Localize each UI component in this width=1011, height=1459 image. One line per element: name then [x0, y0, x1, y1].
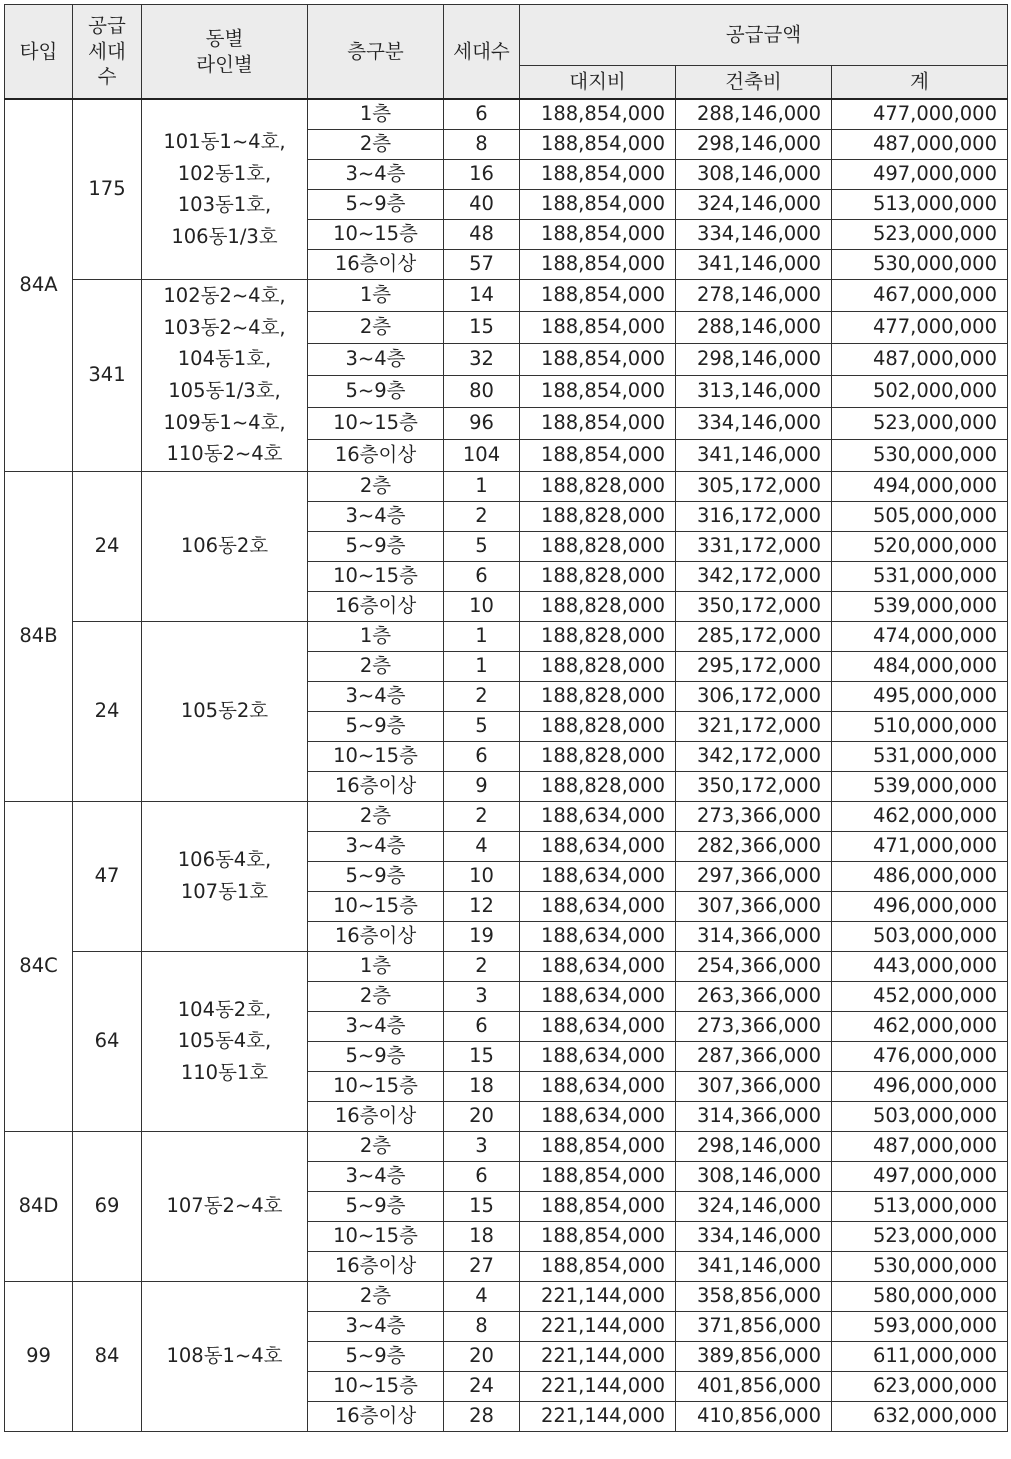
- land-cost-cell: 188,828,000: [520, 531, 676, 561]
- building-cost-cell: 341,146,000: [676, 1251, 832, 1281]
- households-cell: 20: [444, 1101, 520, 1131]
- land-cost-cell: 221,144,000: [520, 1341, 676, 1371]
- table-row: [5, 1131, 1008, 1161]
- building-line-cell: [142, 1281, 308, 1431]
- households-cell: 1: [444, 621, 520, 651]
- total-cell: 503,000,000: [832, 1101, 1008, 1131]
- floor-cell: 5~9층: [308, 861, 444, 891]
- header-supply-units-line: 수: [97, 65, 117, 89]
- building-cost-cell: 341,146,000: [676, 439, 832, 471]
- total-cell: 467,000,000: [832, 279, 1008, 311]
- land-cost-cell: 188,634,000: [520, 1041, 676, 1071]
- building-cost-cell: 334,146,000: [676, 407, 832, 439]
- floor-cell: 5~9층: [308, 1041, 444, 1071]
- land-cost-cell: 188,854,000: [520, 1161, 676, 1191]
- total-cell: 523,000,000: [832, 219, 1008, 249]
- land-cost-cell: 221,144,000: [520, 1311, 676, 1341]
- land-cost-cell: 188,854,000: [520, 219, 676, 249]
- land-cost-cell: 188,854,000: [520, 407, 676, 439]
- land-cost-cell: 188,854,000: [520, 279, 676, 311]
- floor-cell: 2층: [308, 651, 444, 681]
- floor-cell: 2층: [308, 1131, 444, 1161]
- total-cell: 523,000,000: [832, 1221, 1008, 1251]
- type-cell: 99: [5, 1281, 73, 1431]
- floor-cell: 3~4층: [308, 501, 444, 531]
- households-cell: 4: [444, 831, 520, 861]
- total-cell: 486,000,000: [832, 861, 1008, 891]
- land-cost-cell: 188,634,000: [520, 1101, 676, 1131]
- supply-units-cell: 64: [73, 951, 142, 1131]
- households-cell: 20: [444, 1341, 520, 1371]
- header-building-line-line: 라인별: [196, 52, 253, 76]
- land-cost-cell: 221,144,000: [520, 1401, 676, 1431]
- building-line-text: 105동4호,: [177, 1029, 272, 1053]
- building-cost-cell: 350,172,000: [676, 771, 832, 801]
- total-cell: 513,000,000: [832, 189, 1008, 219]
- building-line-text: 108동1~4호: [166, 1344, 283, 1368]
- floor-cell: 16층이상: [308, 439, 444, 471]
- building-cost-cell: 358,856,000: [676, 1281, 832, 1311]
- header-supply-units-line: 공급: [88, 14, 126, 38]
- type-cell: 84A: [5, 99, 73, 471]
- households-cell: 15: [444, 311, 520, 343]
- total-cell: 496,000,000: [832, 1071, 1008, 1101]
- land-cost-cell: 188,854,000: [520, 375, 676, 407]
- supply-units-cell: 175: [73, 99, 142, 279]
- building-cost-cell: 401,856,000: [676, 1371, 832, 1401]
- total-cell: 513,000,000: [832, 1191, 1008, 1221]
- table-row: [5, 951, 1008, 981]
- total-cell: 495,000,000: [832, 681, 1008, 711]
- building-line-text: 102동1호,: [177, 161, 272, 185]
- building-line-text: 106동2호: [180, 534, 269, 558]
- building-line-text: 105동1/3호,: [168, 379, 281, 402]
- total-cell: 520,000,000: [832, 531, 1008, 561]
- land-cost-cell: 188,828,000: [520, 681, 676, 711]
- table-row: [5, 621, 1008, 651]
- land-cost-cell: 188,634,000: [520, 801, 676, 831]
- building-line-cell: [142, 279, 308, 471]
- households-cell: 2: [444, 951, 520, 981]
- building-line-text: 101동1~4호,: [163, 130, 286, 154]
- building-line-text: 107동1호: [180, 880, 269, 903]
- floor-cell: 2층: [308, 129, 444, 159]
- land-cost-cell: 188,854,000: [520, 189, 676, 219]
- total-cell: 611,000,000: [832, 1341, 1008, 1371]
- floor-cell: 2층: [308, 311, 444, 343]
- header-supply-amount: 공급금액: [520, 5, 1008, 66]
- building-cost-cell: 314,366,000: [676, 921, 832, 951]
- total-cell: 477,000,000: [832, 311, 1008, 343]
- building-cost-cell: 263,366,000: [676, 981, 832, 1011]
- households-cell: 48: [444, 219, 520, 249]
- households-cell: 18: [444, 1221, 520, 1251]
- supply-units-cell: 24: [73, 621, 142, 801]
- supply-price-table: [4, 4, 1008, 1432]
- building-cost-cell: 316,172,000: [676, 501, 832, 531]
- households-cell: 2: [444, 801, 520, 831]
- households-cell: 15: [444, 1041, 520, 1071]
- floor-cell: 5~9층: [308, 375, 444, 407]
- land-cost-cell: 188,634,000: [520, 921, 676, 951]
- header-households: 세대수: [444, 5, 520, 100]
- building-line-cell: [142, 99, 308, 279]
- households-cell: 28: [444, 1401, 520, 1431]
- land-cost-cell: 188,828,000: [520, 591, 676, 621]
- floor-cell: 10~15층: [308, 1221, 444, 1251]
- building-cost-cell: 342,172,000: [676, 741, 832, 771]
- building-cost-cell: 282,366,000: [676, 831, 832, 861]
- households-cell: 32: [444, 343, 520, 375]
- floor-cell: 10~15층: [308, 891, 444, 921]
- building-line-text: 106동4호,: [177, 848, 272, 872]
- total-cell: 539,000,000: [832, 771, 1008, 801]
- floor-cell: 16층이상: [308, 1251, 444, 1281]
- households-cell: 2: [444, 501, 520, 531]
- header-building-line-line: 동별: [205, 27, 244, 51]
- land-cost-cell: 188,828,000: [520, 621, 676, 651]
- households-cell: 96: [444, 407, 520, 439]
- floor-cell: 10~15층: [308, 741, 444, 771]
- building-cost-cell: 308,146,000: [676, 1161, 832, 1191]
- land-cost-cell: 188,828,000: [520, 651, 676, 681]
- supply-units-cell: 24: [73, 471, 142, 621]
- table-row: [5, 1281, 1008, 1311]
- building-cost-cell: 324,146,000: [676, 189, 832, 219]
- floor-cell: 3~4층: [308, 681, 444, 711]
- building-cost-cell: 305,172,000: [676, 471, 832, 501]
- floor-cell: 3~4층: [308, 159, 444, 189]
- building-cost-cell: 295,172,000: [676, 651, 832, 681]
- land-cost-cell: 188,634,000: [520, 1071, 676, 1101]
- land-cost-cell: 188,634,000: [520, 891, 676, 921]
- building-cost-cell: 307,366,000: [676, 891, 832, 921]
- total-cell: 487,000,000: [832, 129, 1008, 159]
- header-type: 타입: [5, 5, 73, 100]
- total-cell: 494,000,000: [832, 471, 1008, 501]
- building-line-text: 105동2호: [180, 699, 269, 723]
- households-cell: 19: [444, 921, 520, 951]
- land-cost-cell: 188,854,000: [520, 1221, 676, 1251]
- land-cost-cell: 188,854,000: [520, 1131, 676, 1161]
- floor-cell: 2층: [308, 801, 444, 831]
- supply-units-cell: 341: [73, 279, 142, 471]
- floor-cell: 10~15층: [308, 1371, 444, 1401]
- households-cell: 5: [444, 711, 520, 741]
- total-cell: 462,000,000: [832, 1011, 1008, 1041]
- households-cell: 8: [444, 1311, 520, 1341]
- building-line-text: 110동1호: [180, 1060, 269, 1084]
- total-cell: 523,000,000: [832, 407, 1008, 439]
- total-cell: 487,000,000: [832, 1131, 1008, 1161]
- total-cell: 474,000,000: [832, 621, 1008, 651]
- floor-cell: 16층이상: [308, 921, 444, 951]
- total-cell: 632,000,000: [832, 1401, 1008, 1431]
- floor-cell: 3~4층: [308, 1161, 444, 1191]
- land-cost-cell: 188,854,000: [520, 249, 676, 279]
- households-cell: 3: [444, 981, 520, 1011]
- total-cell: 477,000,000: [832, 99, 1008, 129]
- total-cell: 580,000,000: [832, 1281, 1008, 1311]
- households-cell: 5: [444, 531, 520, 561]
- households-cell: 1: [444, 651, 520, 681]
- households-cell: 40: [444, 189, 520, 219]
- total-cell: 497,000,000: [832, 159, 1008, 189]
- total-cell: 593,000,000: [832, 1311, 1008, 1341]
- building-cost-cell: 273,366,000: [676, 801, 832, 831]
- land-cost-cell: 188,828,000: [520, 561, 676, 591]
- households-cell: 10: [444, 861, 520, 891]
- land-cost-cell: 188,854,000: [520, 311, 676, 343]
- total-cell: 497,000,000: [832, 1161, 1008, 1191]
- land-cost-cell: 188,854,000: [520, 439, 676, 471]
- households-cell: 14: [444, 279, 520, 311]
- land-cost-cell: 188,828,000: [520, 471, 676, 501]
- type-cell: 84D: [5, 1131, 73, 1281]
- floor-cell: 10~15층: [308, 561, 444, 591]
- floor-cell: 1층: [308, 279, 444, 311]
- households-cell: 6: [444, 99, 520, 129]
- building-cost-cell: 287,366,000: [676, 1041, 832, 1071]
- building-cost-cell: 334,146,000: [676, 1221, 832, 1251]
- building-cost-cell: 298,146,000: [676, 1131, 832, 1161]
- total-cell: 487,000,000: [832, 343, 1008, 375]
- households-cell: 6: [444, 561, 520, 591]
- households-cell: 2: [444, 681, 520, 711]
- households-cell: 4: [444, 1281, 520, 1311]
- type-cell: 84C: [5, 801, 73, 1131]
- building-line-text: 104동1호,: [177, 347, 272, 371]
- floor-cell: 3~4층: [308, 343, 444, 375]
- floor-cell: 5~9층: [308, 531, 444, 561]
- building-cost-cell: 288,146,000: [676, 311, 832, 343]
- floor-cell: 3~4층: [308, 831, 444, 861]
- floor-cell: 16층이상: [308, 1401, 444, 1431]
- building-line-text: 104동2호,: [177, 997, 272, 1021]
- floor-cell: 2층: [308, 471, 444, 501]
- total-cell: 530,000,000: [832, 439, 1008, 471]
- building-cost-cell: 342,172,000: [676, 561, 832, 591]
- land-cost-cell: 188,634,000: [520, 981, 676, 1011]
- table-header: [5, 5, 1008, 100]
- floor-cell: 16층이상: [308, 249, 444, 279]
- land-cost-cell: 188,854,000: [520, 129, 676, 159]
- total-cell: 502,000,000: [832, 375, 1008, 407]
- households-cell: 10: [444, 591, 520, 621]
- building-cost-cell: 273,366,000: [676, 1011, 832, 1041]
- building-cost-cell: 331,172,000: [676, 531, 832, 561]
- building-line-cell: [142, 1131, 308, 1281]
- households-cell: 16: [444, 159, 520, 189]
- total-cell: 462,000,000: [832, 801, 1008, 831]
- households-cell: 3: [444, 1131, 520, 1161]
- building-cost-cell: 410,856,000: [676, 1401, 832, 1431]
- households-cell: 12: [444, 891, 520, 921]
- households-cell: 57: [444, 249, 520, 279]
- type-cell: 84B: [5, 471, 73, 801]
- building-cost-cell: 288,146,000: [676, 99, 832, 129]
- building-cost-cell: 321,172,000: [676, 711, 832, 741]
- building-line-text: 103동2~4호,: [163, 315, 286, 339]
- land-cost-cell: 188,854,000: [520, 343, 676, 375]
- total-cell: 471,000,000: [832, 831, 1008, 861]
- floor-cell: 5~9층: [308, 1191, 444, 1221]
- total-cell: 505,000,000: [832, 501, 1008, 531]
- land-cost-cell: 188,828,000: [520, 741, 676, 771]
- floor-cell: 16층이상: [308, 1101, 444, 1131]
- land-cost-cell: 188,854,000: [520, 1251, 676, 1281]
- building-cost-cell: 308,146,000: [676, 159, 832, 189]
- header-supply-units-line: 세대: [88, 39, 126, 63]
- total-cell: 531,000,000: [832, 741, 1008, 771]
- building-cost-cell: 389,856,000: [676, 1341, 832, 1371]
- header-total: 계: [832, 66, 1008, 100]
- building-cost-cell: 297,366,000: [676, 861, 832, 891]
- supply-units-cell: 69: [73, 1131, 142, 1281]
- building-cost-cell: 313,146,000: [676, 375, 832, 407]
- total-cell: 530,000,000: [832, 249, 1008, 279]
- floor-cell: 10~15층: [308, 219, 444, 249]
- building-cost-cell: 314,366,000: [676, 1101, 832, 1131]
- building-line-text: 110동2~4호: [166, 442, 283, 466]
- building-line-cell: [142, 801, 308, 951]
- document: [4, 4, 1007, 1432]
- building-cost-cell: 298,146,000: [676, 129, 832, 159]
- households-cell: 27: [444, 1251, 520, 1281]
- building-cost-cell: 371,856,000: [676, 1311, 832, 1341]
- floor-cell: 10~15층: [308, 407, 444, 439]
- total-cell: 452,000,000: [832, 981, 1008, 1011]
- land-cost-cell: 188,634,000: [520, 861, 676, 891]
- total-cell: 443,000,000: [832, 951, 1008, 981]
- table-row: [5, 99, 1008, 129]
- households-cell: 9: [444, 771, 520, 801]
- households-cell: 1: [444, 471, 520, 501]
- total-cell: 510,000,000: [832, 711, 1008, 741]
- building-cost-cell: 350,172,000: [676, 591, 832, 621]
- building-line-cell: [142, 621, 308, 801]
- total-cell: 623,000,000: [832, 1371, 1008, 1401]
- households-cell: 6: [444, 1011, 520, 1041]
- floor-cell: 3~4층: [308, 1011, 444, 1041]
- land-cost-cell: 221,144,000: [520, 1281, 676, 1311]
- building-line-text: 107동2~4호: [166, 1194, 283, 1218]
- building-cost-cell: 278,146,000: [676, 279, 832, 311]
- land-cost-cell: 188,828,000: [520, 501, 676, 531]
- building-line-text: 106동1/3호: [171, 224, 278, 248]
- households-cell: 18: [444, 1071, 520, 1101]
- building-cost-cell: 306,172,000: [676, 681, 832, 711]
- total-cell: 496,000,000: [832, 891, 1008, 921]
- land-cost-cell: 188,634,000: [520, 951, 676, 981]
- building-cost-cell: 285,172,000: [676, 621, 832, 651]
- supply-units-cell: 47: [73, 801, 142, 951]
- floor-cell: 2층: [308, 1281, 444, 1311]
- building-line-cell: [142, 951, 308, 1131]
- total-cell: 484,000,000: [832, 651, 1008, 681]
- floor-cell: 16층이상: [308, 591, 444, 621]
- floor-cell: 1층: [308, 99, 444, 129]
- header-floor-group: 층구분: [308, 5, 444, 100]
- building-cost-cell: 254,366,000: [676, 951, 832, 981]
- floor-cell: 1층: [308, 951, 444, 981]
- building-cost-cell: 324,146,000: [676, 1191, 832, 1221]
- header-land-cost: 대지비: [520, 66, 676, 100]
- land-cost-cell: 188,854,000: [520, 159, 676, 189]
- total-cell: 531,000,000: [832, 561, 1008, 591]
- households-cell: 6: [444, 1161, 520, 1191]
- land-cost-cell: 188,828,000: [520, 711, 676, 741]
- building-cost-cell: 298,146,000: [676, 343, 832, 375]
- floor-cell: 3~4층: [308, 1311, 444, 1341]
- floor-cell: 16층이상: [308, 771, 444, 801]
- floor-cell: 10~15층: [308, 1071, 444, 1101]
- table-body: [5, 99, 1008, 1431]
- table-row: [5, 471, 1008, 501]
- building-line-text: 103동1호,: [177, 193, 272, 217]
- building-cost-cell: 334,146,000: [676, 219, 832, 249]
- land-cost-cell: 221,144,000: [520, 1371, 676, 1401]
- building-line-text: 109동1~4호,: [163, 410, 286, 434]
- total-cell: 476,000,000: [832, 1041, 1008, 1071]
- households-cell: 8: [444, 129, 520, 159]
- land-cost-cell: 188,828,000: [520, 771, 676, 801]
- building-cost-cell: 341,146,000: [676, 249, 832, 279]
- households-cell: 104: [444, 439, 520, 471]
- table-row: [5, 279, 1008, 311]
- total-cell: 530,000,000: [832, 1251, 1008, 1281]
- header-building-line: [142, 5, 308, 100]
- total-cell: 539,000,000: [832, 591, 1008, 621]
- supply-units-cell: 84: [73, 1281, 142, 1431]
- households-cell: 80: [444, 375, 520, 407]
- table-row: [5, 801, 1008, 831]
- land-cost-cell: 188,854,000: [520, 99, 676, 129]
- households-cell: 15: [444, 1191, 520, 1221]
- households-cell: 6: [444, 741, 520, 771]
- land-cost-cell: 188,634,000: [520, 831, 676, 861]
- building-cost-cell: 307,366,000: [676, 1071, 832, 1101]
- floor-cell: 5~9층: [308, 189, 444, 219]
- land-cost-cell: 188,634,000: [520, 1011, 676, 1041]
- floor-cell: 2층: [308, 981, 444, 1011]
- building-line-cell: [142, 471, 308, 621]
- floor-cell: 5~9층: [308, 1341, 444, 1371]
- building-line-text: 102동2~4호,: [163, 284, 286, 308]
- header-supply-units: [73, 5, 142, 100]
- header-building-cost: 건축비: [676, 66, 832, 100]
- floor-cell: 1층: [308, 621, 444, 651]
- total-cell: 503,000,000: [832, 921, 1008, 951]
- land-cost-cell: 188,854,000: [520, 1191, 676, 1221]
- floor-cell: 5~9층: [308, 711, 444, 741]
- households-cell: 24: [444, 1371, 520, 1401]
